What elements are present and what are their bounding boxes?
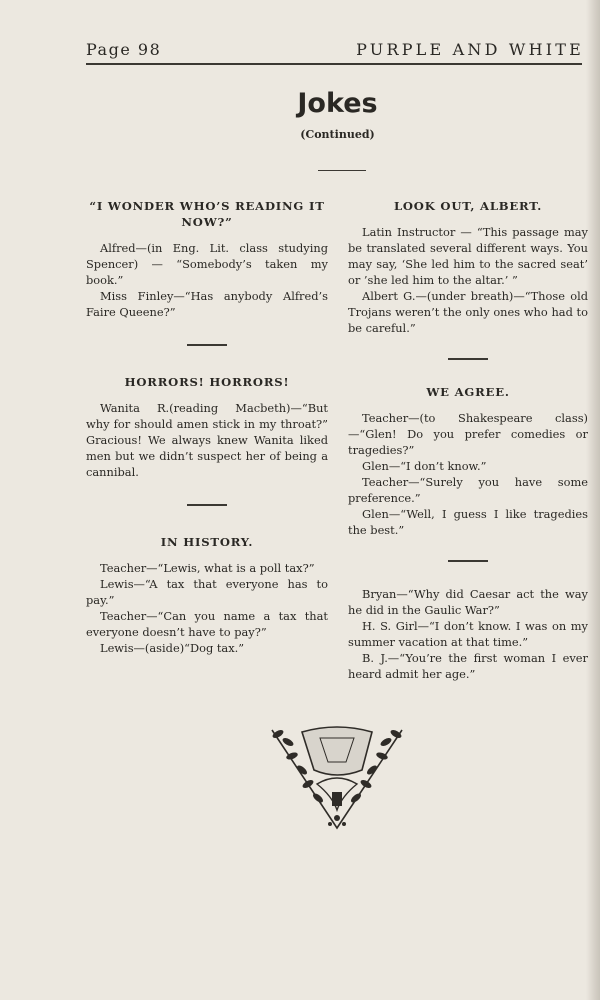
joke-section xyxy=(348,198,588,336)
joke-line: Albert G.—(under breath)—“Those old Trojans weren’t the only ones who had to be careful.” xyxy=(348,289,588,335)
left-column xyxy=(86,198,328,656)
section-divider xyxy=(448,358,488,360)
page-title: Jokes xyxy=(297,88,378,119)
joke-section xyxy=(86,534,328,656)
page-number: Page 98 xyxy=(86,40,162,59)
title-divider xyxy=(318,170,366,171)
joke-section xyxy=(86,198,328,320)
page-subtitle: (Continued) xyxy=(300,128,375,141)
joke-section xyxy=(86,374,328,480)
joke-line: H. S. Girl—“I don’t know. I was on my summer vacation at that time.” xyxy=(348,619,588,649)
joke-line: Wanita R.(reading Macbeth)—“But why for should amen stick in my throat?” Gracious! We always knew Wanita liked men but we didn’t suspect her of being a cannibal. xyxy=(86,401,328,479)
joke-line: Glen—“I don’t know.” xyxy=(362,459,487,473)
joke-line: Bryan—“Why did Caesar act the way he did in the Gaulic War?” xyxy=(348,587,588,617)
joke-line: Latin Instructor — “This passage may be translated several different ways. You may say, ‘She led him to the sacred seat’ or ’she led him to the altar.’ ” xyxy=(348,225,588,287)
joke-line: Teacher—“Can you name a tax that everyone doesn’t have to pay?” xyxy=(86,609,328,639)
section-divider xyxy=(448,560,488,562)
joke-line: B. J.—“You’re the first woman I ever heard admit her age.” xyxy=(348,651,588,681)
joke-line: Miss Finley—“Has anybody Alfred’s Faire Queene?” xyxy=(86,289,328,319)
joke-heading: “I WONDER WHO’S READING IT NOW?” xyxy=(89,199,325,229)
publication-title: PURPLE AND WHITE xyxy=(356,40,584,59)
joke-line: Glen—“Well, I guess I like tragedies the best.” xyxy=(348,507,588,537)
section-divider xyxy=(187,344,227,346)
joke-line: Teacher—“Lewis, what is a poll tax?” xyxy=(100,561,315,575)
joke-heading: WE AGREE. xyxy=(426,385,510,399)
header-rule xyxy=(86,63,582,65)
joke-line: Lewis—“A tax that everyone has to pay.” xyxy=(86,577,328,607)
joke-heading: HORRORS! HORRORS! xyxy=(124,375,290,389)
page-spine-shadow xyxy=(586,0,600,1000)
joke-line: Alfred—(in Eng. Lit. class studying Spencer) — “Somebody’s taken my book.” xyxy=(86,241,328,287)
v-monogram-ornament-icon xyxy=(262,720,412,836)
right-column xyxy=(348,198,588,682)
section-divider xyxy=(187,504,227,506)
joke-section xyxy=(348,384,588,538)
joke-line: Teacher—“Surely you have some preference.” xyxy=(348,475,588,505)
joke-heading: LOOK OUT, ALBERT. xyxy=(393,199,543,213)
joke-heading: IN HISTORY. xyxy=(160,535,254,549)
joke-section xyxy=(348,586,588,682)
joke-line: Teacher—(to Shakespeare class)—“Glen! Do you prefer comedies or tragedies?” xyxy=(348,411,588,457)
running-header xyxy=(86,40,584,59)
joke-line: Lewis—(aside)“Dog tax.” xyxy=(100,641,245,655)
